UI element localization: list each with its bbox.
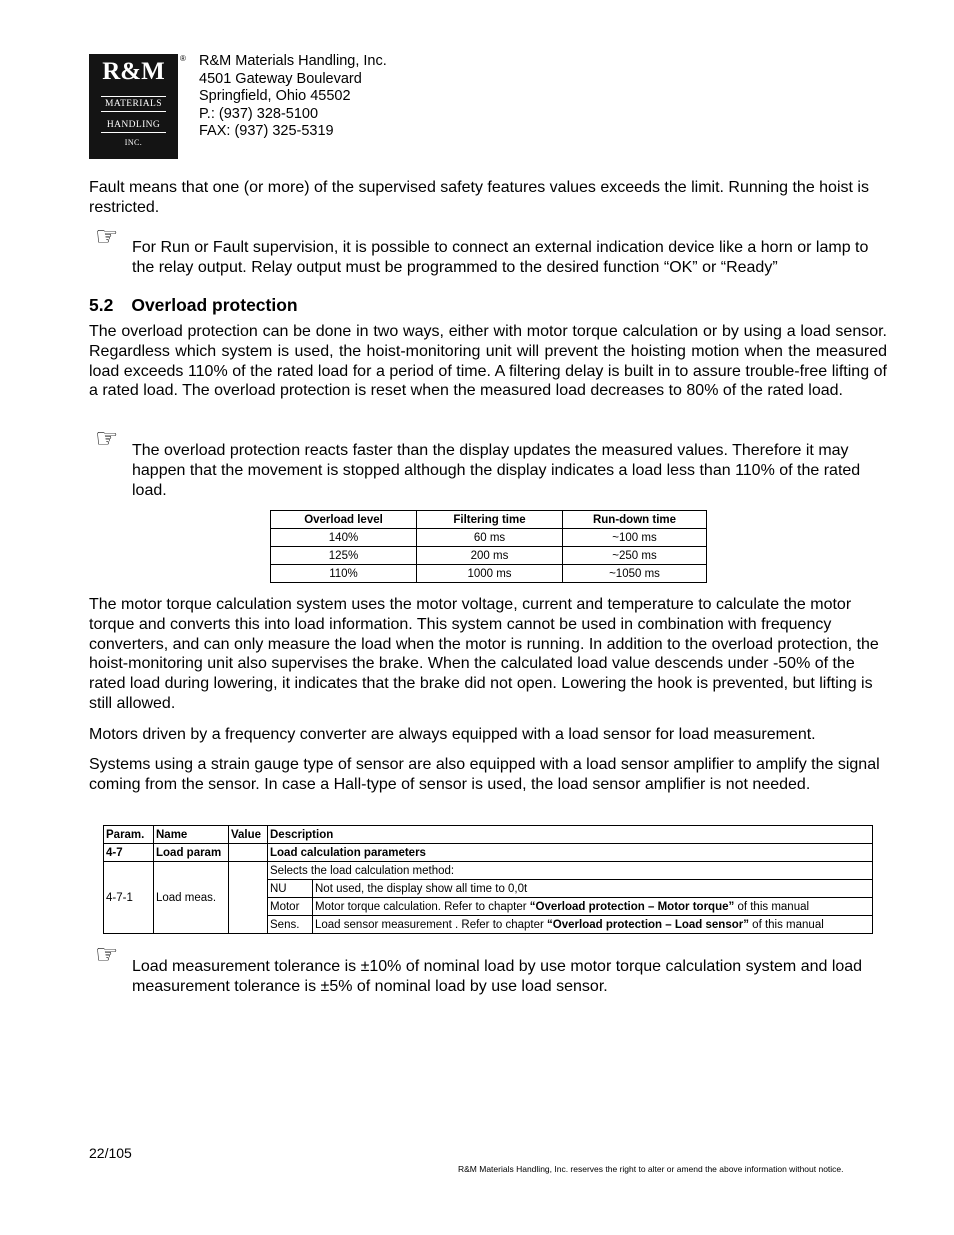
overload-paragraph: The overload protection can be done in two ways, either with motor torque calculation or by using a load sensor. Regardless which system is used, the hoist-monitoring unit will prevent the hoisting motion when the measured load exceeds 110% of the rated load for a period of time. A filtering delay is built in to assure trouble-free lifting of a rated load. The overload protection is reset when the measured load decreases to 80% of the rated load. (89, 323, 887, 400)
note-relay: For Run or Fault supervision, it is possible to connect an external indication device like a horn or lamp to the relay output. Relay output must be programmed to the desired function “OK” or “Ready” (132, 239, 869, 276)
parameter-table (103, 825, 873, 934)
address-company: R&M Materials Handling, Inc. (199, 53, 387, 69)
table-cell: Motor (268, 898, 313, 916)
table-row (104, 844, 873, 862)
chapter-reference: “Overload protection – Load sensor” (547, 918, 749, 931)
table-cell: 140% (271, 529, 417, 547)
table-cell: Load param (154, 844, 229, 862)
motors-paragraph: Motors driven by a frequency converter are always equipped with a load sensor for load measurement. (89, 726, 816, 743)
torque-paragraph: The motor torque calculation system uses the motor voltage, current and temperature to calculate the motor torque and converts this into load information. This system cannot be used in combination with frequency converters, and can only measure the load when the motor is running. In addition to the overload protection, the hoist-monitoring unit also supervises the brake. When the calculated load value descends under -50% of the rated load during lowering, it indicates that the brake did not open. Lowering the hook is prevented, but lifting is still allowed. (89, 596, 879, 712)
table-cell: ~100 ms (563, 529, 707, 547)
company-address (199, 53, 387, 141)
address-phone: P.: (937) 328-5100 (199, 105, 319, 122)
table-header-cell: Description (268, 826, 873, 844)
table-cell (229, 862, 268, 934)
table-cell: Load meas. (154, 862, 229, 934)
logo-main-text: R&M (102, 58, 165, 85)
logo-line-materials: MATERIALS (101, 96, 166, 112)
company-logo (89, 54, 178, 159)
table-header-row (104, 826, 873, 844)
registered-mark: ® (180, 54, 186, 63)
table-cell (313, 898, 873, 916)
table-row (271, 565, 707, 583)
table-header-row (271, 511, 707, 529)
table-header-cell: Filtering time (417, 511, 563, 529)
table-row (271, 547, 707, 565)
pointing-hand-icon: ☞ (95, 222, 119, 252)
option-text: Load sensor measurement . Refer to chapter (315, 918, 548, 931)
table-cell: 4-7 (104, 844, 154, 862)
logo-line-inc: INC. (124, 138, 143, 147)
table-cell: 125% (271, 547, 417, 565)
table-cell (313, 916, 873, 934)
option-text: Motor torque calculation. Refer to chapter (315, 900, 530, 913)
table-cell: 200 ms (417, 547, 563, 565)
table-cell: Not used, the display show all time to 0,0t (313, 880, 873, 898)
table-cell: 110% (271, 565, 417, 583)
pointing-hand-icon: ☞ (95, 940, 119, 970)
table-row (271, 529, 707, 547)
table-cell: 1000 ms (417, 565, 563, 583)
table-cell: ~1050 ms (563, 565, 707, 583)
table-cell: Load calculation parameters (268, 844, 873, 862)
note-display: The overload protection reacts faster than the display updates the measured values. Therefore it may happen that the movement is stopped although the display indicates a load less than 110% of the rated load. (132, 442, 861, 499)
table-cell: ~250 ms (563, 547, 707, 565)
address-fax: FAX: (937) 325-5319 (199, 123, 334, 140)
footer-disclaimer: R&M Materials Handling, Inc. reserves the right to alter or amend the above information without notice. (458, 1164, 844, 1174)
table-cell: Sens. (268, 916, 313, 934)
table-cell (229, 844, 268, 862)
address-street: 4501 Gateway Boulevard (199, 70, 362, 87)
section-heading (89, 295, 298, 316)
table-cell: Selects the load calculation method: (268, 862, 873, 880)
option-text-suffix: of this manual (748, 918, 824, 931)
table-cell: NU (268, 880, 313, 898)
table-header-cell: Name (154, 826, 229, 844)
table-header-cell: Value (229, 826, 268, 844)
chapter-reference: “Overload protection – Motor torque” (529, 900, 735, 913)
strain-gauge-paragraph: Systems using a strain gauge type of sensor are also equipped with a load sensor amplifier to amplify the signal coming from the sensor. In case a Hall-type of sensor is used, the load sensor amplifier is not needed. (89, 756, 880, 793)
address-city: Springfield, Ohio 45502 (199, 88, 351, 105)
table-cell: 60 ms (417, 529, 563, 547)
table-header-cell: Overload level (271, 511, 417, 529)
fault-paragraph: Fault means that one (or more) of the supervised safety features values exceeds the limit. Running the hoist is restricted. (89, 179, 869, 216)
option-text-suffix: of this manual (734, 900, 810, 913)
page-number: 22/105 (89, 1145, 132, 1161)
table-header-cell: Param. (104, 826, 154, 844)
table-row (104, 862, 873, 880)
note-tolerance: Load measurement tolerance is ±10% of nominal load by use motor torque calculation system and load measurement tolerance is ±5% of nominal load by use load sensor. (132, 958, 863, 995)
table-cell: 4-7-1 (104, 862, 154, 934)
section-number: 5.2 (89, 295, 114, 315)
logo-line-handling: HANDLING (101, 118, 166, 133)
overload-table (270, 510, 707, 583)
pointing-hand-icon: ☞ (95, 424, 119, 454)
table-header-cell: Run-down time (563, 511, 707, 529)
section-title: Overload protection (131, 295, 298, 315)
